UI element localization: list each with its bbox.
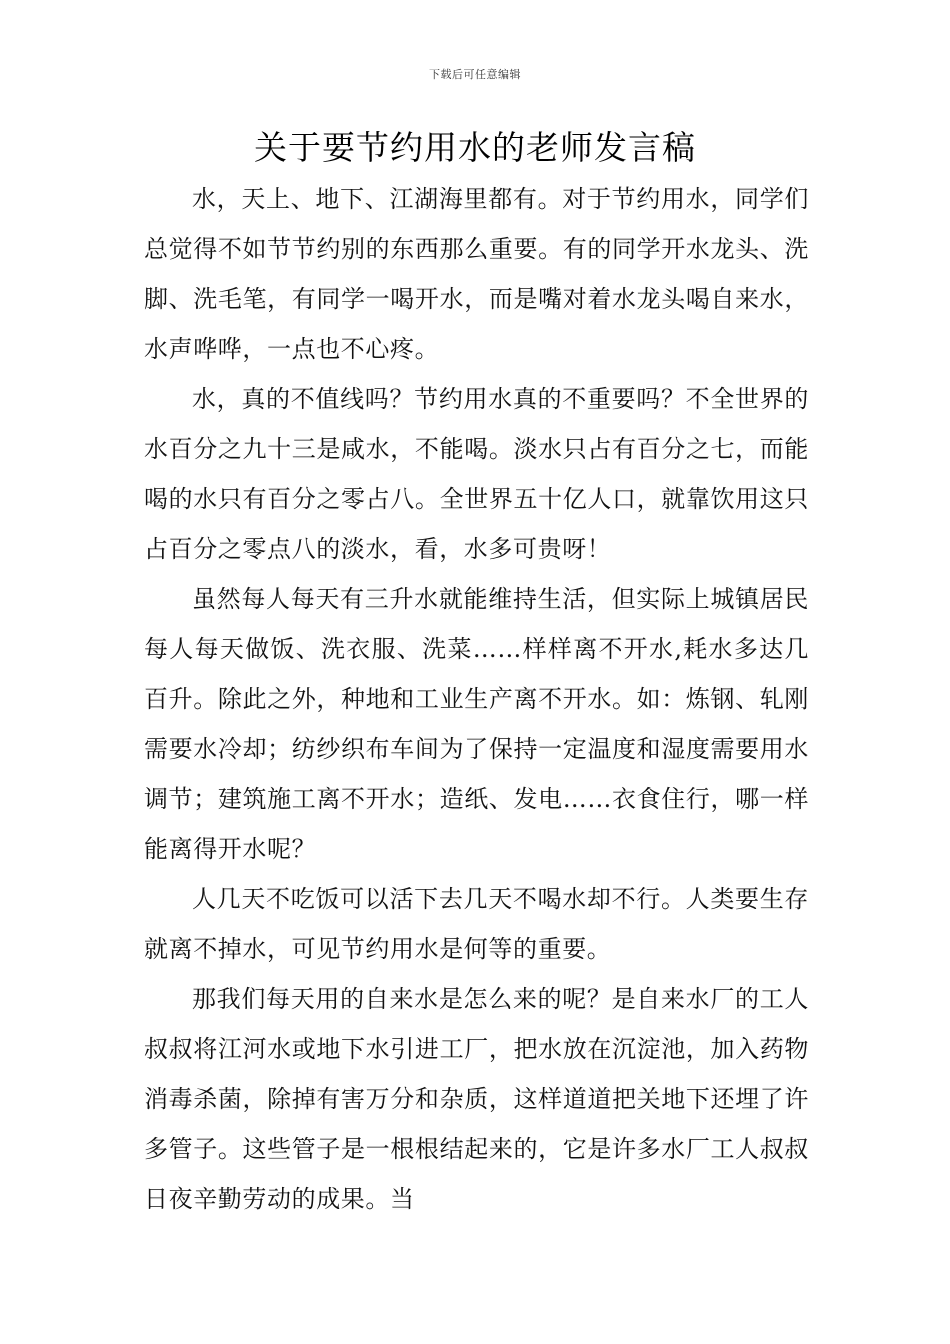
- body-text: [144, 174, 809, 1224]
- paragraph-2: 水，真的不值线吗？节约用水真的不重要吗？不全世界的水百分之九十三是咸水，不能喝。淡水只占有百分之七，而能喝的水只有百分之零占八。全世界五十亿人口，就靠饮用这只占百分之零点八的淡水，看，水多可贵呀！: [144, 385, 809, 563]
- paragraph-5: 那我们每天用的自来水是怎么来的呢？是自来水厂的工人叔叔将江河水或地下水引进工厂，把水放在沉淀池，加入药物消毒杀菌，除掉有害万分和杂质，这样道道把关地下还埋了许多管子。这些管子是一根根结起来的，它是许多水厂工人叔叔日夜辛勤劳动的成果。当: [144, 985, 809, 1213]
- paragraph-1: 水，天上、地下、江湖海里都有。对于节约用水，同学们总觉得不如节节约别的东西那么重要。有的同学开水龙头、洗脚、洗毛笔，有同学一喝开水，而是嘴对着水龙头喝自来水，水声哗哗，一点也不心疼。: [144, 185, 809, 363]
- page-title: 关于要节约用水的老师发言稿: [254, 128, 696, 167]
- paragraph-3: 虽然每人每天有三升水就能维持生活，但实际上城镇居民每人每天做饭、洗衣服、洗菜……样样离不开水,耗水多达几百升。除此之外，种地和工业生产离不开水。如：炼钢、轧刚需要水冷却；纺纱织布车间为了保持一定温度和湿度需要用水调节；建筑施工离不开水；造纸、发电……衣食住行，哪一样能离得开水呢？: [144, 585, 809, 863]
- header-note: 下载后可任意编辑: [429, 68, 521, 81]
- paragraph-4: 人几天不吃饭可以活下去几天不喝水却不行。人类要生存就离不掉水，可见节约用水是何等的重要。: [144, 885, 809, 963]
